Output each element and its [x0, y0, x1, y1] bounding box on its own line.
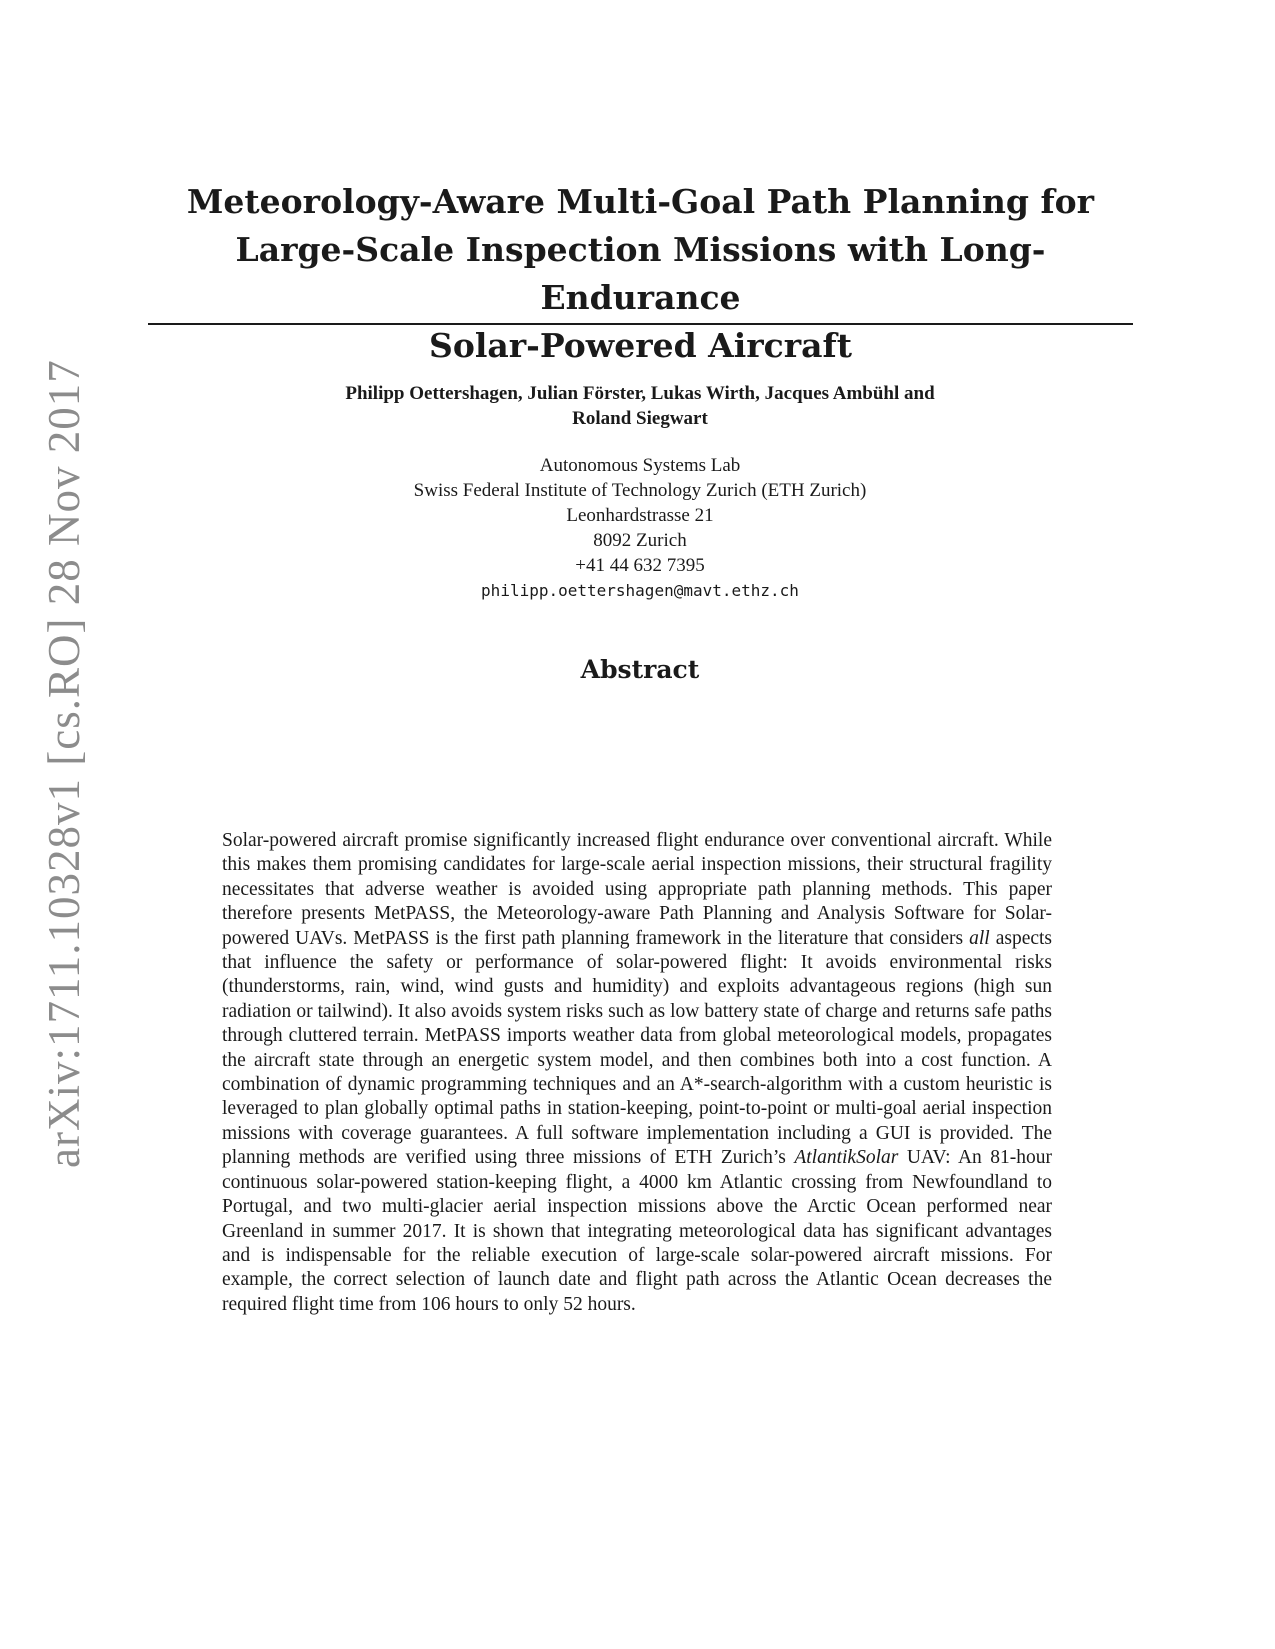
affiliation-lab: Autonomous Systems Lab — [539, 455, 741, 476]
affiliation-street: Leonhardstrasse 21 — [566, 505, 714, 526]
paper-title — [148, 178, 1133, 370]
authors-line-2: Roland Siegwart — [572, 408, 708, 429]
affiliation-phone: +41 44 632 7395 — [575, 555, 705, 576]
abstract-text-part-1: Solar-powered aircraft promise significantly increased flight endurance over conventional aircraft. While this makes them promising candidates for large-scale aerial inspection missions, their structural fragility necessitates that adverse weather is avoided using appropriate path planning methods. This paper therefore presents MetPASS, the Meteorology-aware Path Planning and Analysis Software for Solar-powered UAVs. MetPASS is the first path planning framework in the literature that considers — [222, 830, 1052, 949]
arxiv-identifier-stamp: arXiv:1711.10328v1 [cs.RO] 28 Nov 2017 — [39, 359, 89, 1168]
author-email-link[interactable]: philipp.oettershagen@mavt.ethz.ch — [481, 581, 799, 600]
abstract-text-part-3: UAV: An 81-hour continuous solar-powered station-keeping flight, a 4000 km Atlantic crossing from Newfoundland to Portugal, and two multi-glacier aerial inspection missions above the Arctic Ocean performed near Greenland in summer 2017. It is shown that integrating meteorological data has significant advantages and is indispensable for the reliable execution of large-scale solar-powered aircraft missions. For example, the correct selection of launch date and flight path across the Atlantic Ocean decreases the required flight time from 106 hours to only 52 hours. — [222, 1147, 1053, 1315]
title-line-2: Large-Scale Inspection Missions with Long-Endurance — [235, 230, 1046, 317]
title-rule-divider — [148, 323, 1133, 325]
affiliation-city: 8092 Zurich — [593, 530, 687, 551]
title-line-3: Solar-Powered Aircraft — [429, 326, 852, 365]
title-line-1: Meteorology-Aware Multi-Goal Path Planning for — [186, 182, 1095, 221]
abstract-text — [222, 829, 1052, 1317]
abstract-text-part-2: aspects that influence the safety or performance of solar-powered flight: It avoids environmental risks (thunderstorms, rain, wind, wind gusts and humidity) and exploits advantageous regions (high sun radiation or tailwind). It also avoids system risks such as low battery state of charge and returns safe paths through cluttered terrain. MetPASS imports weather data from global meteorological models, propagates the aircraft state through an energetic system model, and then combines both into a cost function. A combination of dynamic programming techniques and an A*-search-algorithm with a custom heuristic is leveraged to plan globally optimal paths in station-keeping, point-to-point or multi-goal aerial inspection missions with coverage guarantees. A full software implementation including a GUI is provided. The planning methods are verified using three missions of ETH Zurich’s — [222, 927, 1053, 1169]
abstract-emphasis-aircraft: AtlantikSolar — [794, 1147, 899, 1169]
affiliation-institute: Swiss Federal Institute of Technology Zurich (ETH Zurich) — [413, 480, 867, 501]
abstract-heading: Abstract — [580, 655, 700, 684]
author-list — [240, 381, 1040, 431]
abstract-emphasis-all: all — [969, 927, 990, 949]
affiliation-block — [240, 453, 1040, 603]
authors-line-1: Philipp Oettershagen, Julian Förster, Lukas Wirth, Jacques Ambühl and — [345, 383, 935, 404]
